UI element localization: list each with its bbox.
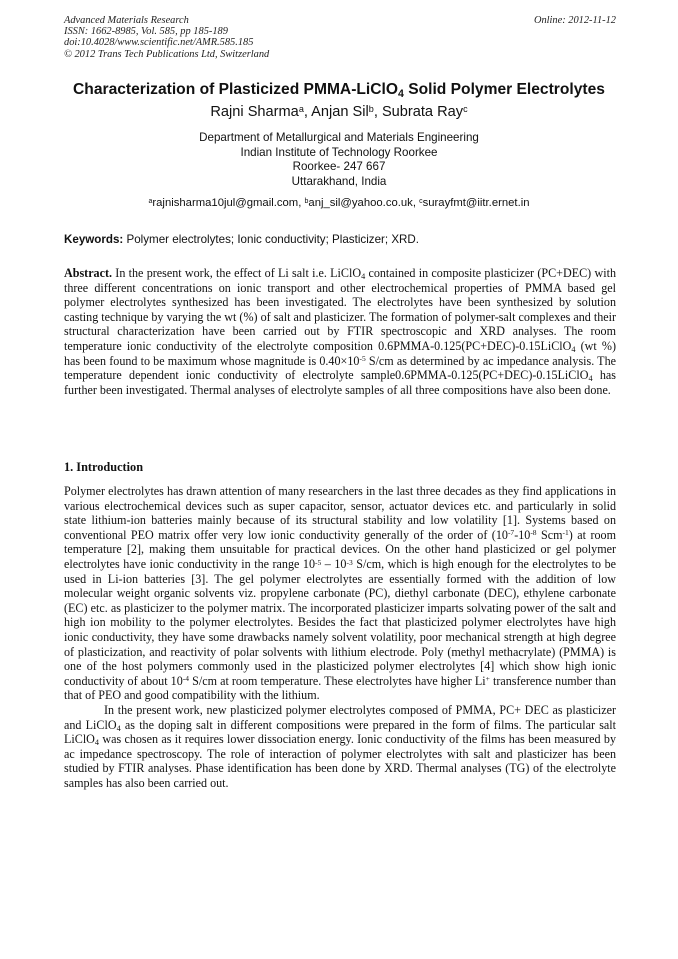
author-name: Subrata Ray bbox=[381, 104, 464, 120]
journal-header bbox=[64, 15, 616, 60]
superscript: -1 bbox=[562, 528, 569, 538]
paragraph bbox=[64, 703, 616, 791]
abstract-text: (wt %) has been found to be maximum whose magnitude is 0.40×10 bbox=[64, 338, 616, 368]
affiliation-line: Uttarakhand, India bbox=[291, 174, 387, 188]
superscript: -3 bbox=[346, 557, 353, 567]
abstract-text: contained in composite plasticizer (PC+DEC) with three different concentrations on ionic transport and other electrochemical properties of PMMA based gel polymer electrolytes synthesized has been investigated. The electrolytes have been synthesized by solution casting technique by varying the wt (%) of salt and plasticizer. The formation of polymer-salt complexes and their structural characterization have been carried out by FTIR spectroscopic and XRD analyses. The room temperature ionic conductivity of the electrolyte composition 0.6PMMA-0.125(PC+DEC)-0.15LiClO bbox=[64, 266, 616, 353]
online-date: Online: 2012-11-12 bbox=[533, 15, 616, 26]
email-link[interactable]: rajnisharma10jul@gmail.com, bbox=[152, 197, 305, 209]
introduction-body bbox=[64, 484, 616, 790]
abstract-text: S/cm as determined by ac impedance analysis. The temperature dependent ionic conductivity of electrolyte sample0.6PMMA-0.125(PC+DEC)-0.15LiClO bbox=[64, 353, 616, 383]
paragraph-text: ) at room temperature [2], making them unsuitable for practical devices. On the other hand plasticized or gel polymer electrolytes have ionic conductivity in the range 10 bbox=[64, 527, 616, 571]
title-subscript: 4 bbox=[397, 87, 404, 100]
author-separator: , bbox=[373, 104, 382, 120]
abstract-text: has further been investigated. Thermal analyses of electrolyte samples of all three compositions have also been done. bbox=[64, 368, 616, 397]
author-name: Rajni Sharma bbox=[210, 104, 299, 120]
email-link[interactable]: anj_sil@yahoo.co.uk, bbox=[308, 197, 420, 209]
journal-issn: ISSN: 1662-8985, Vol. 585, pp 185-189 bbox=[64, 26, 228, 38]
author-mark: a bbox=[298, 103, 304, 114]
email-mark: a bbox=[148, 197, 153, 205]
affiliation bbox=[30, 131, 648, 189]
title-text-end: Solid Polymer Electrolytes bbox=[403, 81, 605, 98]
paper-title bbox=[30, 80, 648, 99]
email-link[interactable]: surayfmt@iitr.ernet.in bbox=[422, 197, 530, 209]
journal-doi: doi:10.4028/www.scientific.net/AMR.585.185 bbox=[64, 37, 254, 49]
superscript: -5 bbox=[359, 354, 366, 364]
author-mark: b bbox=[368, 103, 374, 114]
paragraph-text: transference number than that of PEO and good compatibility with the lithium. bbox=[64, 673, 617, 703]
abstract-text: In the present work, the effect of Li salt i.e. LiClO bbox=[112, 266, 362, 280]
paragraph-text: S/cm, which is high enough for the electrolytes to be used in Li-ion batteries [3]. The gel polymer electrolytes are essentially formed with the addition of low molecular weight organic solvents viz. propylene carbonate (PC), diethyl carbonate (DEC), ethylene carbonate (EC) etc. as plasticizer to the polymer matrix. The incorporated plasticizer imparts solvating power of the salt and high ion mobility to the polymer electrolytes. Besides the fact that plasticized polymer electrolytes have high ionic conductivity, they have some drawbacks namely solvent volatility, poor mechanical strength at high degree of plasticization, and reactivity of polar solvents with lithium electrode. Poly (methyl methacrylate) (PMMA) is one of the host polymers commonly used in the plasticized polymer electrolytes [4] which show high ionic conductivity of about 10 bbox=[64, 556, 617, 688]
abstract-label: Abstract. bbox=[64, 266, 113, 280]
author-list bbox=[30, 103, 648, 121]
superscript: + bbox=[485, 674, 490, 684]
email-mark: c bbox=[419, 197, 423, 205]
subscript: 4 bbox=[571, 345, 576, 355]
paragraph-text: was chosen as it requires lower dissociation energy. Ionic conductivity of the films has been measured by ac impedance spectroscopy. The role of interaction of polymer electrolytes with salt and plasticizer has been studied by FTIR analyses. Phase identification has been done by XRD. Thermal analyses (TG) of the electrolyte samples has also been carried out. bbox=[64, 732, 616, 790]
journal-copyright: © 2012 Trans Tech Publications Ltd, Switzerland bbox=[64, 48, 270, 60]
journal-name: Advanced Materials Research bbox=[64, 15, 189, 26]
subscript: 4 bbox=[588, 374, 593, 384]
abstract bbox=[64, 266, 616, 397]
subscript: 4 bbox=[94, 738, 100, 748]
keywords-label: Keywords: bbox=[64, 233, 124, 246]
author-name: Anjan Sil bbox=[311, 104, 369, 120]
affiliation-line: Indian Institute of Technology Roorkee bbox=[240, 145, 438, 159]
subscript: 4 bbox=[361, 272, 366, 282]
subscript: 4 bbox=[116, 723, 121, 733]
paragraph bbox=[64, 484, 616, 703]
paragraph-text: Scm bbox=[536, 527, 563, 542]
superscript: -4 bbox=[182, 674, 190, 684]
section-heading: 1. Introduction bbox=[64, 460, 144, 474]
author-separator: , bbox=[303, 104, 312, 120]
email-mark: b bbox=[304, 197, 309, 205]
superscript: -5 bbox=[315, 557, 322, 567]
superscript: -7 bbox=[507, 528, 515, 538]
author-emails bbox=[30, 196, 648, 210]
paragraph-text: as the doping salt in different compositions were prepared in the form of films. The particular salt LiClO bbox=[64, 717, 616, 747]
paragraph-text: S/cm at room temperature. These electrolytes have higher Li bbox=[189, 673, 486, 688]
keywords bbox=[64, 233, 616, 247]
affiliation-line: Department of Metallurgical and Materials Engineering bbox=[199, 131, 479, 144]
title-text: Characterization of Plasticized PMMA-LiClO bbox=[73, 81, 398, 98]
keywords-text: Polymer electrolytes; Ionic conductivity; Plasticizer; XRD. bbox=[123, 233, 420, 246]
paragraph-text: -10 bbox=[514, 527, 531, 542]
author-mark: c bbox=[463, 103, 468, 114]
superscript: -8 bbox=[530, 528, 537, 538]
affiliation-line: Roorkee- 247 667 bbox=[292, 160, 386, 174]
paragraph-text: – 10 bbox=[321, 556, 347, 571]
paragraph-text: Polymer electrolytes has drawn attention of many researchers in the last three decades as they find applications in various electrochemical devices such as super capacitor, sensor, actuator devices etc. and particularly in solid state lithium-ion batteries mainly because of its structural stability and low volatility [1]. Systems based on conventional PEO matrix offer very low ionic conductivity generally of the order of (10 bbox=[64, 484, 616, 542]
paragraph-text: In the present work, new plasticized polymer electrolytes composed of PMMA, PC+ DEC as plasticizer and LiClO bbox=[64, 702, 616, 732]
